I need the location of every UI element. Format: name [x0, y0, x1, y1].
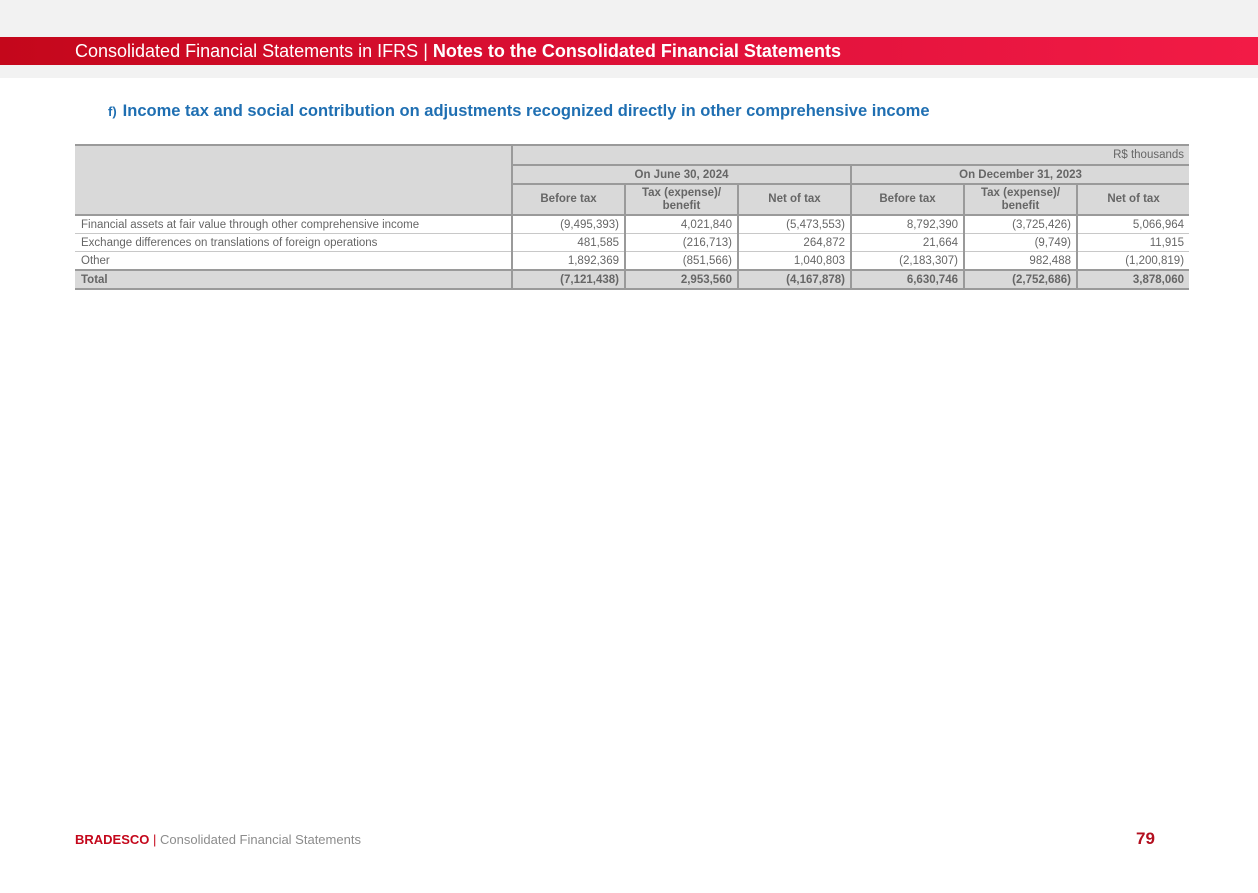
table-cell: 11,915: [1077, 234, 1189, 252]
footer-text: Consolidated Financial Statements: [160, 832, 361, 847]
table-cell: 4,021,840: [625, 215, 738, 234]
table-corner-cell: [75, 145, 512, 215]
period-header-dec-2023: On December 31, 2023: [851, 165, 1189, 184]
total-cell: (7,121,438): [512, 270, 625, 289]
table-cell: 1,892,369: [512, 252, 625, 271]
table-unit: R$ thousands: [512, 145, 1189, 165]
table-row: [75, 215, 1189, 234]
header-right-text: Notes to the Consolidated Financial Statements: [432, 41, 841, 61]
column-header: Before tax: [512, 184, 625, 215]
table-cell: (851,566): [625, 252, 738, 271]
table-cell: (9,749): [964, 234, 1077, 252]
total-cell: 3,878,060: [1077, 270, 1189, 289]
footer-brand: BRADESCO: [75, 832, 150, 847]
header-separator: |: [423, 41, 428, 61]
period-header-jun-2024: On June 30, 2024: [512, 165, 851, 184]
table-row: [75, 234, 1189, 252]
table-cell: (2,183,307): [851, 252, 964, 271]
section-title-text: Income tax and social contribution on adjustments recognized directly in other comprehensive income: [122, 102, 930, 120]
header-under-strip: [0, 65, 1258, 78]
row-label: Exchange differences on translations of foreign operations: [75, 234, 512, 252]
footer: [75, 832, 361, 847]
table-cell: 982,488: [964, 252, 1077, 271]
row-label: Financial assets at fair value through other comprehensive income: [75, 215, 512, 234]
table-cell: (216,713): [625, 234, 738, 252]
table-row: [75, 252, 1189, 271]
total-cell: 2,953,560: [625, 270, 738, 289]
page-number: 79: [1136, 829, 1155, 848]
table-cell: 1,040,803: [738, 252, 851, 271]
column-header: Tax (expense)/ benefit: [964, 184, 1077, 215]
table-cell: (9,495,393): [512, 215, 625, 234]
table-cell: (3,725,426): [964, 215, 1077, 234]
column-header: Before tax: [851, 184, 964, 215]
table-cell: 21,664: [851, 234, 964, 252]
total-cell: (2,752,686): [964, 270, 1077, 289]
column-header: Net of tax: [1077, 184, 1189, 215]
section-title: [108, 102, 930, 121]
table-cell: 5,066,964: [1077, 215, 1189, 234]
income-tax-table: [75, 144, 1189, 290]
section-letter: f): [108, 104, 117, 119]
column-header: Net of tax: [738, 184, 851, 215]
total-label: Total: [75, 270, 512, 289]
table-unit-row: [75, 145, 1189, 165]
table-cell: 264,872: [738, 234, 851, 252]
row-label: Other: [75, 252, 512, 271]
table-cell: (1,200,819): [1077, 252, 1189, 271]
table-cell: 481,585: [512, 234, 625, 252]
top-strip: [0, 0, 1258, 37]
total-cell: 6,630,746: [851, 270, 964, 289]
table-cell: 8,792,390: [851, 215, 964, 234]
table-cell: (5,473,553): [738, 215, 851, 234]
column-header: Tax (expense)/ benefit: [625, 184, 738, 215]
header-left-text: Consolidated Financial Statements in IFRS: [75, 41, 419, 61]
total-cell: (4,167,878): [738, 270, 851, 289]
table-total-row: [75, 270, 1189, 289]
footer-separator: |: [153, 832, 157, 847]
header-bar: [0, 37, 1258, 65]
